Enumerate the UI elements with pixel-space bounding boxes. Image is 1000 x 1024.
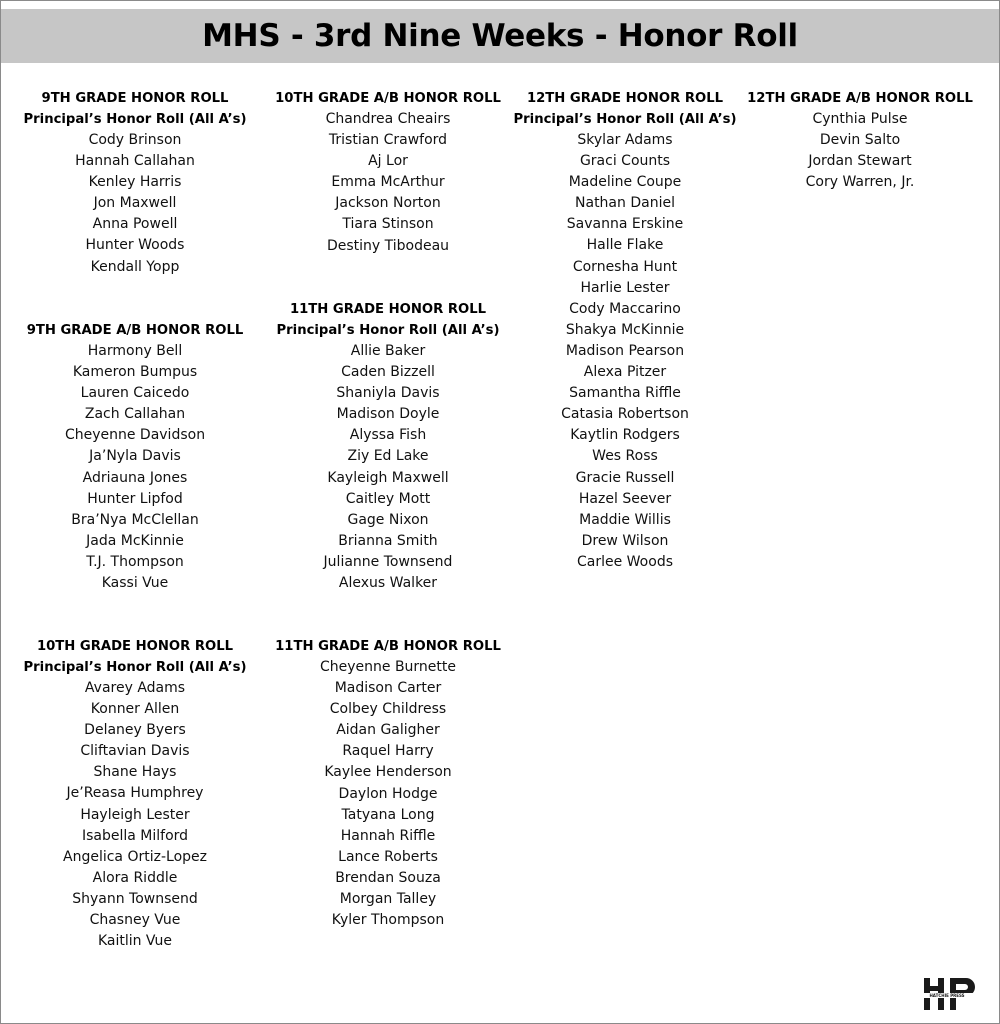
section-9th-grade-honor-roll	[20, 88, 250, 278]
student-name: Cody Maccarino	[569, 300, 681, 317]
student-name: Cliftavian Davis	[80, 743, 190, 760]
student-name: Kassi Vue	[101, 575, 169, 592]
student-name: Madison Doyle	[336, 406, 440, 423]
student-name: Hunter Woods	[85, 237, 185, 254]
student-name: Hayleigh Lester	[80, 806, 190, 823]
student-name: Graci Counts	[579, 153, 671, 170]
column-2	[273, 88, 503, 968]
student-name: Cheyenne Davidson	[64, 427, 206, 444]
section-subtitle: Principal’s Honor Roll (All A’s)	[276, 323, 500, 338]
column-4	[742, 88, 978, 288]
student-name: Alora Riddle	[92, 869, 178, 886]
student-name: Lauren Caicedo	[80, 385, 190, 402]
student-name: Colbey Childress	[329, 701, 447, 718]
section-title: 11TH GRADE A/B HONOR ROLL	[275, 639, 501, 654]
student-name: Carlee Woods	[576, 553, 673, 570]
student-name: Tristian Crawford	[328, 132, 448, 149]
section-11th-grade-ab-honor-roll	[273, 636, 503, 931]
student-name: Shaniyla Davis	[336, 385, 440, 402]
student-name: Daylon Hodge	[338, 785, 438, 802]
student-name: Nathan Daniel	[575, 195, 675, 212]
student-name: Savanna Erskine	[566, 216, 684, 233]
student-name: Cynthia Pulse	[812, 111, 908, 127]
student-name: Zach Callahan	[84, 406, 186, 423]
section-subtitle: Principal’s Honor Roll (All A’s)	[23, 660, 247, 675]
student-name: Kaytlin Rodgers	[570, 427, 680, 444]
student-name: Samantha Riffle	[569, 385, 681, 402]
student-name: Gracie Russell	[575, 469, 675, 486]
student-name: Jordan Stewart	[808, 153, 912, 170]
column-1	[20, 88, 250, 968]
student-name: Bra’Nya McClellan	[71, 511, 199, 528]
student-name: Madison Carter	[334, 680, 442, 697]
student-name: Madeline Coupe	[568, 174, 682, 191]
section-title: 9TH GRADE HONOR ROLL	[41, 91, 229, 106]
section-title: 12TH GRADE A/B HONOR ROLL	[747, 91, 973, 106]
section-11th-grade-honor-roll	[273, 299, 503, 594]
student-name: Cory Warren, Jr.	[805, 174, 915, 191]
student-name: Allie Baker	[350, 343, 426, 359]
student-name: T.J. Thompson	[86, 553, 184, 570]
student-name: Skylar Adams	[577, 132, 673, 148]
student-name: Destiny Tibodeau	[326, 237, 450, 254]
student-name: Cody Brinson	[88, 132, 182, 148]
student-name: Tatyana Long	[341, 806, 435, 823]
student-name: Catasia Robertson	[561, 406, 689, 423]
student-name: Cornesha Hunt	[572, 258, 678, 275]
student-name: Delaney Byers	[84, 722, 186, 739]
student-name: Harlie Lester	[580, 279, 670, 296]
student-name: Tiara Stinson	[342, 216, 434, 233]
student-name: Ja’Nyla Davis	[89, 448, 181, 465]
student-name: Hunter Lipfod	[87, 490, 183, 507]
student-name: Emma McArthur	[331, 174, 445, 191]
student-name: Brianna Smith	[338, 532, 438, 549]
student-name: Shakya McKinnie	[565, 321, 685, 338]
student-name: Adriauna Jones	[82, 469, 188, 486]
student-name: Kendall Yopp	[90, 258, 180, 275]
student-name: Hannah Callahan	[75, 153, 195, 170]
page-header	[1, 9, 999, 63]
student-name: Brendan Souza	[335, 869, 441, 886]
student-name: Kameron Bumpus	[72, 364, 198, 381]
student-name: Je’Reasa Humphrey	[66, 785, 204, 802]
student-name: Alyssa Fish	[349, 427, 427, 444]
student-name: Caitley Mott	[345, 490, 431, 507]
student-name: Kaitlin Vue	[97, 933, 173, 950]
student-name: Caden Bizzell	[341, 364, 435, 381]
student-name: Jon Maxwell	[93, 195, 177, 212]
section-title: 12TH GRADE HONOR ROLL	[526, 91, 724, 106]
student-name: Aj Lor	[368, 153, 408, 170]
student-name: Konner Allen	[90, 701, 180, 718]
student-name: Kayleigh Maxwell	[327, 469, 449, 486]
section-subtitle: Principal’s Honor Roll (All A’s)	[513, 112, 737, 127]
student-name: Harmony Bell	[87, 343, 183, 359]
student-name: Kaylee Henderson	[324, 764, 452, 781]
section-title: 9TH GRADE A/B HONOR ROLL	[26, 323, 244, 338]
student-name: Drew Wilson	[581, 532, 669, 549]
student-name: Lance Roberts	[338, 848, 438, 865]
student-name: Hazel Seever	[578, 490, 672, 507]
section-title: 10TH GRADE HONOR ROLL	[36, 639, 234, 654]
section-12th-grade-ab-honor-roll	[742, 88, 978, 193]
student-name: Aidan Galigher	[336, 722, 440, 739]
student-name: Ziy Ed Lake	[347, 448, 429, 465]
student-name: Alexa Pitzer	[583, 364, 667, 381]
student-name: Shane Hays	[93, 764, 177, 781]
section-10th-grade-ab-honor-roll	[273, 88, 503, 257]
section-9th-grade-ab-honor-roll	[20, 320, 250, 594]
section-title: 11TH GRADE HONOR ROLL	[289, 302, 487, 317]
student-name: Julianne Townsend	[323, 553, 453, 570]
student-name: Angelica Ortiz-Lopez	[63, 848, 207, 865]
student-name: Halle Flake	[586, 237, 664, 254]
student-name: Raquel Harry	[342, 743, 434, 760]
student-name: Kyler Thompson	[331, 912, 445, 929]
student-name: Devin Salto	[819, 132, 901, 149]
section-12th-grade-honor-roll	[510, 88, 740, 573]
student-name: Jada McKinnie	[86, 532, 184, 549]
student-name: Shyann Townsend	[72, 890, 198, 907]
section-subtitle: Principal’s Honor Roll (All A’s)	[23, 112, 247, 127]
section-title: 10TH GRADE A/B HONOR ROLL	[275, 91, 501, 106]
student-name: Kenley Harris	[88, 174, 182, 191]
section-10th-grade-honor-roll	[20, 636, 250, 952]
student-name: Avarey Adams	[84, 680, 186, 696]
student-name: Chasney Vue	[89, 912, 181, 929]
student-name: Gage Nixon	[347, 511, 429, 528]
student-name: Maddie Willis	[579, 511, 671, 528]
student-name: Alexus Walker	[338, 575, 438, 592]
student-name: Anna Powell	[92, 216, 178, 233]
student-name: Madison Pearson	[565, 342, 685, 359]
page-title: MHS - 3rd Nine Weeks - Honor Roll	[202, 18, 798, 54]
student-name: Isabella Milford	[81, 827, 189, 844]
column-3	[510, 88, 740, 968]
student-name: Wes Ross	[592, 448, 658, 465]
student-name: Cheyenne Burnette	[319, 659, 457, 675]
student-name: Chandrea Cheairs	[325, 111, 451, 127]
student-name: Jackson Norton	[335, 195, 441, 212]
hatchie-press-logo	[916, 976, 978, 1012]
logo-tagline: HATCHIE PRESS	[929, 993, 965, 998]
student-name: Hannah Riffle	[340, 827, 436, 844]
student-name: Morgan Talley	[339, 891, 437, 908]
